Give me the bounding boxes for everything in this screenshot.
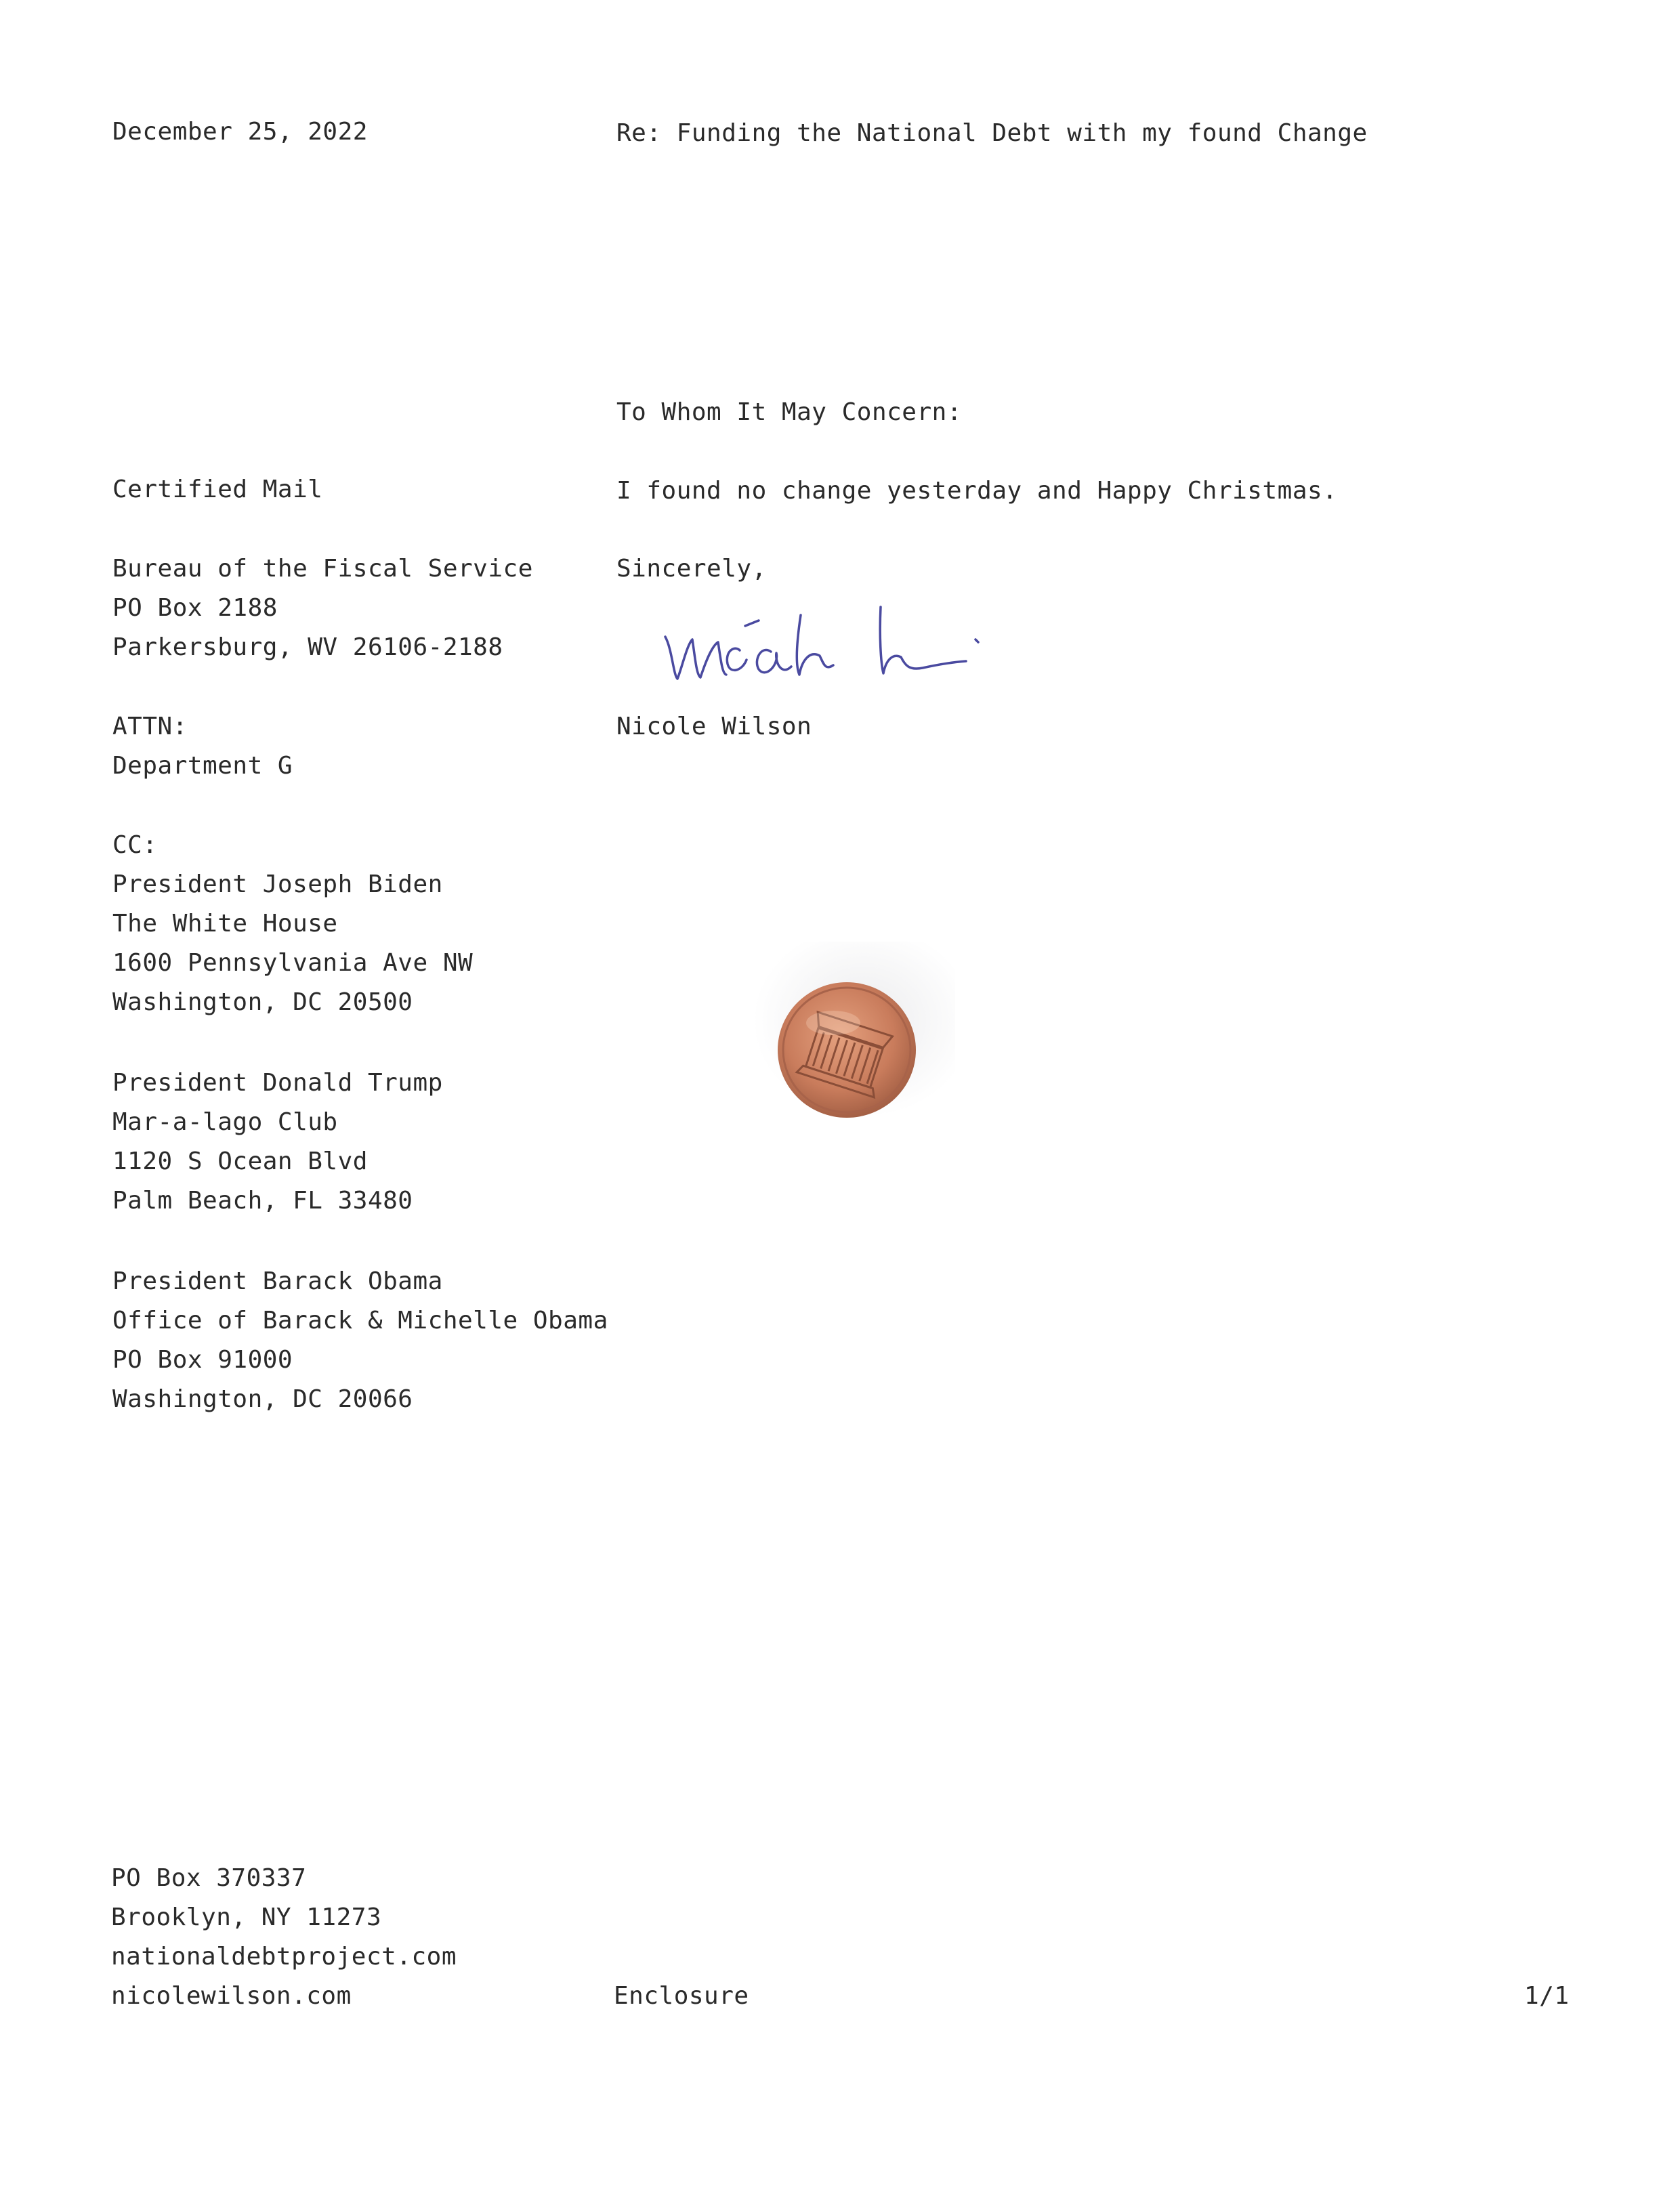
cc-block-trump: [112, 1064, 443, 1221]
cc-line: Washington, DC 20500: [112, 988, 413, 1016]
cc-line: Mar-a-lago Club: [112, 1108, 338, 1136]
sender-line: Brooklyn, NY 11273: [111, 1903, 382, 1931]
letter-date: December 25, 2022: [112, 118, 368, 146]
address-line: Parkersburg, WV 26106-2188: [112, 633, 503, 661]
address-line: Bureau of the Fiscal Service: [112, 555, 533, 583]
cc-line: Palm Beach, FL 33480: [112, 1187, 413, 1215]
cc-line: 1600 Pennsylvania Ave NW: [112, 949, 474, 977]
attention-block: [112, 707, 293, 786]
cc-line: Office of Barack & Michelle Obama: [112, 1307, 608, 1334]
page-number: 1/1: [1524, 1982, 1570, 2010]
sender-contact: [111, 1859, 457, 2016]
cc-line: President Donald Trump: [112, 1069, 443, 1097]
sender-website: nicolewilson.com: [111, 1982, 352, 2010]
penny-icon: [772, 975, 921, 1124]
recipient-address: [112, 549, 533, 667]
cc-line: Washington, DC 20066: [112, 1385, 413, 1413]
attn-label: ATTN:: [112, 713, 188, 740]
salutation: To Whom It May Concern:: [616, 398, 962, 426]
cc-line: President Barack Obama: [112, 1267, 443, 1295]
address-line: PO Box 2188: [112, 594, 278, 622]
signer-name: Nicole Wilson: [616, 713, 812, 740]
signature-icon: [657, 595, 1009, 703]
letter-body: I found no change yesterday and Happy Christmas.: [616, 477, 1338, 505]
cc-block-obama: [112, 1262, 608, 1419]
cc-block-biden: [112, 826, 473, 1022]
cc-label: CC:: [112, 831, 158, 859]
attn-value: Department G: [112, 752, 293, 780]
letter-subject: Re: Funding the National Debt with my found Change: [616, 119, 1368, 147]
cc-line: PO Box 91000: [112, 1346, 293, 1374]
cc-line: The White House: [112, 910, 338, 938]
delivery-method: Certified Mail: [112, 476, 323, 503]
sender-website: nationaldebtproject.com: [111, 1943, 457, 1971]
cc-line: President Joseph Biden: [112, 870, 443, 898]
cc-line: 1120 S Ocean Blvd: [112, 1148, 368, 1175]
enclosure-label: Enclosure: [614, 1982, 749, 2010]
sender-line: PO Box 370337: [111, 1864, 307, 1892]
closing: Sincerely,: [616, 555, 767, 583]
